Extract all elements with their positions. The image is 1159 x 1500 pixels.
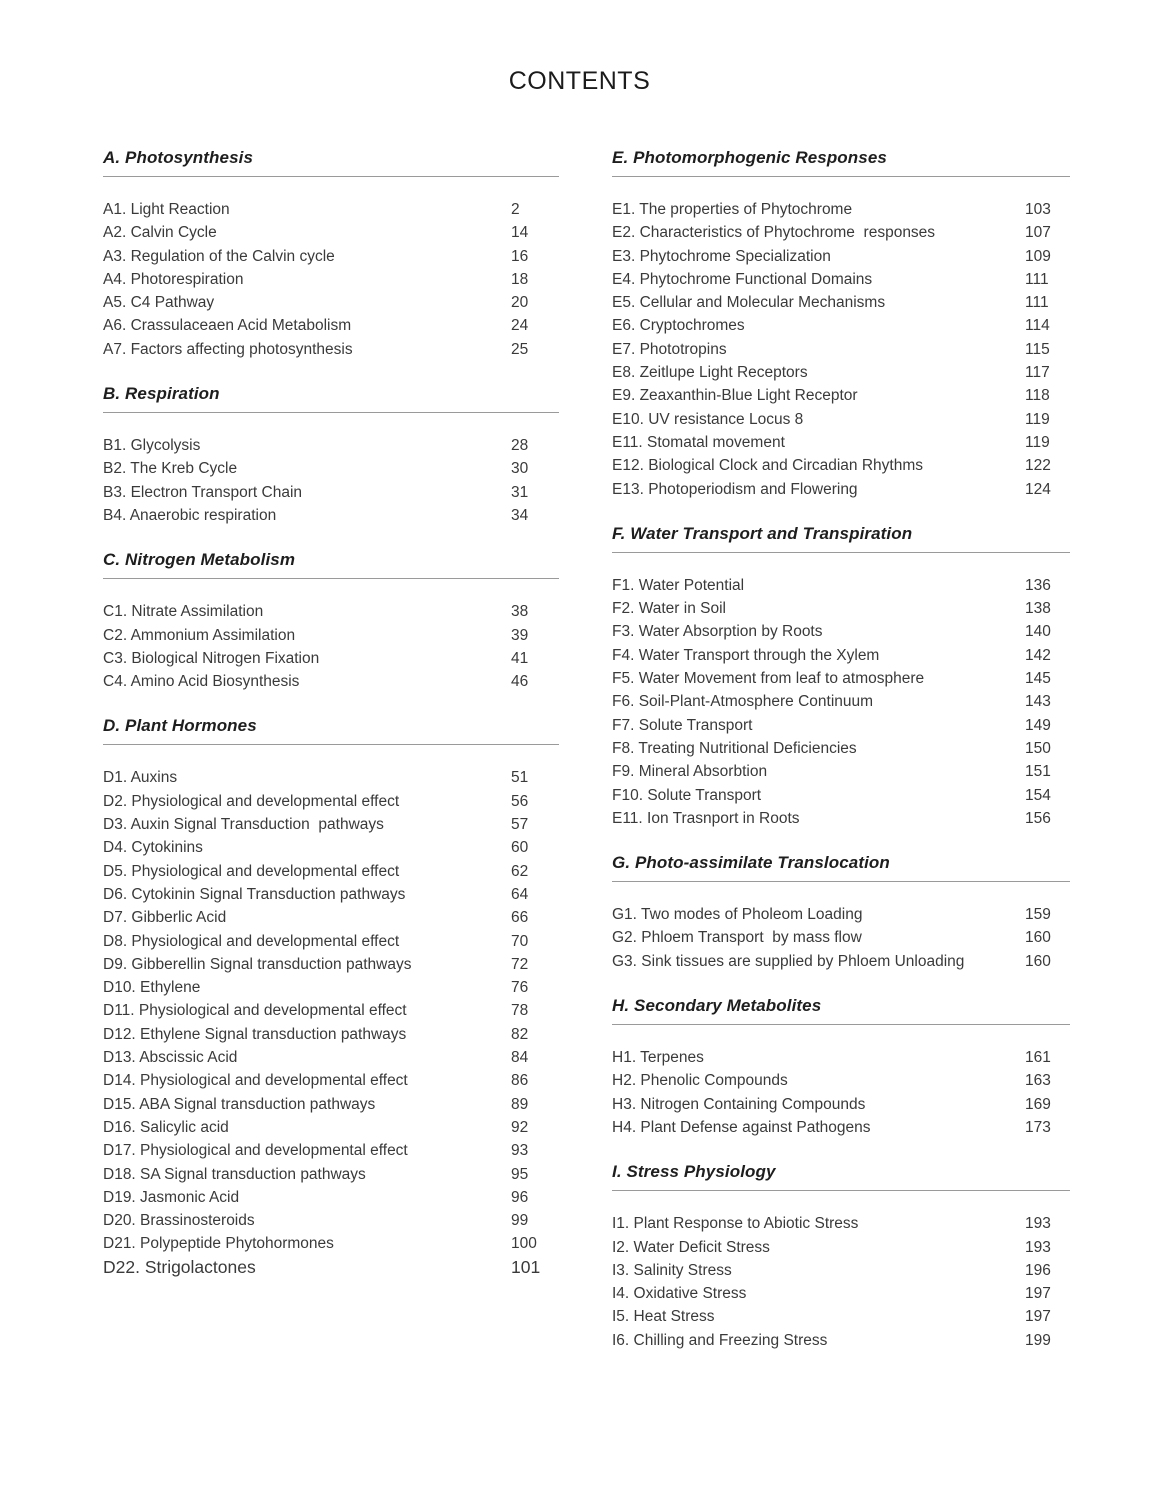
toc-entry-label: B3. Electron Transport Chain <box>103 483 303 501</box>
toc-entry-label: F2. Water in Soil <box>612 600 726 618</box>
toc-column-left <box>103 148 559 1375</box>
toc-entry-label: E12. Biological Clock and Circadian Rhythms <box>612 457 924 475</box>
section-heading: D. Plant Hormones <box>103 716 257 736</box>
toc-entry-page: 107 <box>1025 224 1051 242</box>
toc-entry-label: H2. Phenolic Compounds <box>612 1072 788 1090</box>
toc-entry-list <box>612 198 1070 501</box>
toc-entry <box>612 1116 1070 1139</box>
toc-entry <box>612 597 1070 620</box>
toc-entry-page: 24 <box>511 317 529 335</box>
toc-entry <box>612 384 1070 407</box>
toc-entry <box>103 836 559 859</box>
toc-entry <box>103 291 559 314</box>
toc-entry-label: D20. Brassinosteroids <box>103 1212 255 1230</box>
toc-entry-page: 2 <box>511 201 520 218</box>
toc-entry-page: 118 <box>1025 387 1050 405</box>
toc-entry <box>103 504 559 527</box>
toc-entry <box>612 950 1070 973</box>
toc-entry-page: 46 <box>511 673 529 691</box>
toc-entry-page: 160 <box>1025 952 1051 970</box>
toc-entry <box>103 1186 559 1209</box>
toc-entry <box>103 906 559 929</box>
toc-entry <box>103 976 559 999</box>
toc-entry-label: E9. Zeaxanthin-Blue Light Receptor <box>612 387 858 405</box>
toc-entry-page: 159 <box>1025 906 1051 924</box>
toc-entry-label: F4. Water Transport through the Xylem <box>612 646 880 664</box>
toc-entry-page: 86 <box>511 1072 529 1090</box>
toc-entry-page: 136 <box>1025 576 1051 594</box>
toc-entry-page: 38 <box>511 603 529 621</box>
toc-entry-page: 197 <box>1025 1285 1051 1303</box>
toc-entry-label: A7. Factors affecting photosynthesis <box>103 340 353 358</box>
toc-entry-list <box>612 574 1070 830</box>
toc-entry-label: E6. Cryptochromes <box>612 317 745 335</box>
toc-entry-list <box>103 766 559 1279</box>
toc-entry-page: 115 <box>1025 340 1050 358</box>
toc-entry <box>103 198 559 221</box>
toc-entry <box>103 245 559 268</box>
toc-entry <box>612 714 1070 737</box>
section-divider <box>103 744 559 745</box>
toc-entry-page: 173 <box>1025 1118 1051 1136</box>
toc-entry <box>103 1023 559 1046</box>
toc-entry <box>612 1236 1070 1259</box>
toc-entry <box>612 454 1070 477</box>
toc-entry-label: D16. Salicylic acid <box>103 1118 229 1136</box>
toc-entry <box>612 245 1070 268</box>
toc-entry-label: E11. Stomatal movement <box>612 433 785 451</box>
toc-entry-page: 39 <box>511 626 529 644</box>
toc-entry-page: 31 <box>511 483 529 501</box>
toc-entry <box>612 1305 1070 1328</box>
toc-entry <box>103 434 559 457</box>
toc-entry-label: I1. Plant Response to Abiotic Stress <box>612 1215 859 1233</box>
toc-entry <box>612 737 1070 760</box>
toc-entry-label: I3. Salinity Stress <box>612 1261 732 1279</box>
toc-entry-page: 140 <box>1025 623 1051 641</box>
toc-entry-label: D17. Physiological and developmental effect <box>103 1142 408 1160</box>
section-heading: C. Nitrogen Metabolism <box>103 550 296 570</box>
toc-entry-page: 60 <box>511 839 529 857</box>
toc-entry-label: A3. Regulation of the Calvin cycle <box>103 247 335 265</box>
toc-entry-label: H3. Nitrogen Containing Compounds <box>612 1095 866 1113</box>
toc-entry-page: 114 <box>1025 317 1050 335</box>
toc-entry-label: D14. Physiological and developmental effect <box>103 1072 408 1090</box>
toc-entry-page: 111 <box>1025 294 1049 312</box>
toc-entry-label: G2. Phloem Transport by mass flow <box>612 929 862 947</box>
toc-entry-list <box>103 434 559 527</box>
toc-entry-page: 92 <box>511 1118 529 1136</box>
toc-entry <box>612 478 1070 501</box>
section-heading: B. Respiration <box>103 384 220 404</box>
toc-entry-page: 89 <box>511 1095 529 1113</box>
section-divider <box>103 412 559 413</box>
toc-entry-label: D13. Abscissic Acid <box>103 1049 238 1067</box>
toc-entry <box>103 860 559 883</box>
toc-entry-label: H1. Terpenes <box>612 1049 704 1067</box>
toc-entry <box>612 1069 1070 1092</box>
toc-entry-page: 16 <box>511 247 529 265</box>
toc-entry-page: 142 <box>1025 646 1051 664</box>
toc-entry <box>612 314 1070 337</box>
toc-entry-label: E11. Ion Trasnport in Roots <box>612 809 800 827</box>
toc-entry <box>612 198 1070 221</box>
toc-entry-page: 197 <box>1025 1308 1051 1326</box>
section-divider <box>103 176 559 177</box>
toc-entry-page: 154 <box>1025 786 1051 804</box>
toc-entry-label: F9. Mineral Absorbtion <box>612 763 768 781</box>
toc-entry <box>103 1209 559 1232</box>
toc-entry-page: 101 <box>511 1256 541 1277</box>
toc-section-c-nitrogen-metabolism <box>103 550 559 693</box>
toc-entry-label: A4. Photorespiration <box>103 270 244 288</box>
toc-entry <box>612 620 1070 643</box>
toc-entry <box>103 883 559 906</box>
toc-entry-page: 41 <box>511 649 529 667</box>
toc-entry-label: D7. Gibberlic Acid <box>103 909 227 927</box>
toc-entry-label: E4. Phytochrome Functional Domains <box>612 270 873 288</box>
toc-entry-label: F1. Water Potential <box>612 576 745 594</box>
toc-entry-page: 30 <box>511 460 529 478</box>
toc-entry <box>103 1232 559 1255</box>
toc-section-a-photosynthesis <box>103 148 559 361</box>
toc-section-e-photomorphogenic-responses <box>612 148 1070 501</box>
toc-entry-page: 66 <box>511 909 529 927</box>
toc-entry <box>612 926 1070 949</box>
toc-entry-label: D5. Physiological and developmental effect <box>103 862 400 880</box>
toc-entry-label: A6. Crassulaceaen Acid Metabolism <box>103 317 352 335</box>
toc-entry <box>612 903 1070 926</box>
toc-entry-label: C1. Nitrate Assimilation <box>103 603 264 621</box>
toc-entry <box>103 314 559 337</box>
toc-entry <box>103 1116 559 1139</box>
toc-entry-label: I4. Oxidative Stress <box>612 1285 747 1303</box>
toc-entry <box>612 408 1070 431</box>
toc-section-b-respiration <box>103 384 559 527</box>
toc-entry-label: G1. Two modes of Pholeom Loading <box>612 906 863 924</box>
toc-entry-page: 25 <box>511 340 529 358</box>
toc-entry-page: 143 <box>1025 693 1051 711</box>
section-heading: F. Water Transport and Transpiration <box>612 523 913 543</box>
toc-entry <box>612 667 1070 690</box>
toc-entry <box>103 221 559 244</box>
toc-entry-page: 193 <box>1025 1238 1051 1256</box>
toc-entry-page: 151 <box>1025 763 1051 781</box>
toc-entry-page: 156 <box>1025 809 1051 827</box>
toc-entry-label: E3. Phytochrome Specialization <box>612 247 831 265</box>
toc-entry <box>103 1163 559 1186</box>
toc-entry-label: D2. Physiological and developmental effect <box>103 792 400 810</box>
toc-entry-label: B4. Anaerobic respiration <box>103 506 277 524</box>
toc-section-f-water-transport-and-transpiration <box>612 524 1070 830</box>
toc-entry <box>612 760 1070 783</box>
toc-entry-page: 103 <box>1025 201 1051 218</box>
toc-entry <box>103 338 559 361</box>
toc-entry-label: D6. Cytokinin Signal Transduction pathways <box>103 885 406 903</box>
toc-entry <box>103 600 559 623</box>
toc-entry <box>103 647 559 670</box>
toc-entry-label: D21. Polypeptide Phytohormones <box>103 1235 334 1253</box>
toc-entry-page: 64 <box>511 885 529 903</box>
toc-entry <box>103 766 559 789</box>
toc-entry-label: C3. Biological Nitrogen Fixation <box>103 649 320 667</box>
toc-entry-page: 14 <box>511 224 529 242</box>
toc-entry-page: 95 <box>511 1165 529 1183</box>
toc-entry-page: 76 <box>511 979 529 997</box>
toc-entry-page: 99 <box>511 1212 529 1230</box>
toc-entry-list <box>103 198 559 361</box>
toc-entry <box>103 813 559 836</box>
toc-entry-label: D10. Ethylene <box>103 979 201 997</box>
toc-section-g-photo-assimilate-translocation <box>612 853 1070 973</box>
toc-entry-label: F8. Treating Nutritional Deficiencies <box>612 739 857 757</box>
toc-entry-page: 70 <box>511 932 529 950</box>
toc-entry-page: 117 <box>1025 364 1050 382</box>
toc-entry-page: 161 <box>1025 1049 1051 1067</box>
toc-entry-label: D22. Strigolactones <box>103 1256 256 1277</box>
toc-entry-label: I2. Water Deficit Stress <box>612 1238 770 1256</box>
toc-entry <box>612 807 1070 830</box>
toc-entry-label: D8. Physiological and developmental effect <box>103 932 400 950</box>
toc-section-d-plant-hormones <box>103 716 559 1279</box>
section-heading: H. Secondary Metabolites <box>612 996 822 1016</box>
toc-entry-label: I6. Chilling and Freezing Stress <box>612 1331 828 1349</box>
toc-entry-label: H4. Plant Defense against Pathogens <box>612 1118 871 1136</box>
toc-entry-page: 149 <box>1025 716 1051 734</box>
section-divider <box>612 1190 1070 1191</box>
section-heading: I. Stress Physiology <box>612 1162 776 1182</box>
toc-entry-label: A1. Light Reaction <box>103 201 230 218</box>
toc-entry <box>103 999 559 1022</box>
toc-entry <box>103 670 559 693</box>
toc-entry-label: C2. Ammonium Assimilation <box>103 626 296 644</box>
section-divider <box>612 176 1070 177</box>
section-divider <box>612 1024 1070 1025</box>
toc-entry-label: D12. Ethylene Signal transduction pathways <box>103 1025 407 1043</box>
toc-entry <box>612 574 1070 597</box>
toc-entry-page: 62 <box>511 862 529 880</box>
toc-entry <box>612 1259 1070 1282</box>
toc-entry <box>612 1282 1070 1305</box>
section-heading: A. Photosynthesis <box>103 148 254 167</box>
toc-entry <box>103 1093 559 1116</box>
toc-entry <box>612 644 1070 667</box>
toc-entry <box>103 790 559 813</box>
toc-entry-label: I5. Heat Stress <box>612 1308 715 1326</box>
toc-entry-label: D19. Jasmonic Acid <box>103 1188 240 1206</box>
toc-entry-label: D4. Cytokinins <box>103 839 203 857</box>
toc-entry-label: F5. Water Movement from leaf to atmosphere <box>612 670 925 688</box>
toc-entry-label: D18. SA Signal transduction pathways <box>103 1165 366 1183</box>
toc-entry-label: E8. Zeitlupe Light Receptors <box>612 364 808 382</box>
toc-entry-list <box>103 600 559 693</box>
toc-entry-page: 163 <box>1025 1072 1051 1090</box>
toc-entry-page: 169 <box>1025 1095 1051 1113</box>
section-divider <box>612 552 1070 553</box>
toc-entry-page: 100 <box>511 1235 537 1253</box>
toc-entry-page: 124 <box>1025 480 1051 498</box>
toc-entry-page: 96 <box>511 1188 529 1206</box>
section-heading: E. Photomorphogenic Responses <box>612 148 887 167</box>
section-divider <box>103 578 559 579</box>
toc-entry <box>103 268 559 291</box>
page-title: CONTENTS <box>508 67 651 95</box>
toc-entry-label: B1. Glycolysis <box>103 437 201 455</box>
toc-entry-page: 51 <box>511 769 529 787</box>
toc-entry-page: 82 <box>511 1025 529 1043</box>
toc-entry <box>612 221 1070 244</box>
toc-entry-list <box>612 1046 1070 1139</box>
toc-entry <box>612 1046 1070 1069</box>
toc-entry-page: 122 <box>1025 457 1051 475</box>
toc-entry-page: 138 <box>1025 600 1051 618</box>
toc-entry-label: D11. Physiological and developmental effect <box>103 1002 407 1020</box>
toc-entry-page: 57 <box>511 816 529 834</box>
toc-entry-label: E1. The properties of Phytochrome <box>612 201 853 218</box>
toc-entry-label: A2. Calvin Cycle <box>103 224 217 242</box>
toc-entry <box>612 291 1070 314</box>
toc-entry-label: F6. Soil-Plant-Atmosphere Continuum <box>612 693 874 711</box>
toc-entry-list <box>612 903 1070 973</box>
toc-entry-label: E7. Phototropins <box>612 340 727 358</box>
toc-entry-page: 72 <box>511 955 529 973</box>
toc-entry-page: 56 <box>511 792 529 810</box>
toc-entry-page: 109 <box>1025 247 1051 265</box>
toc-entry-label: F7. Solute Transport <box>612 716 753 734</box>
toc-entry <box>103 624 559 647</box>
toc-entry <box>612 268 1070 291</box>
toc-entry-label: D9. Gibberellin Signal transduction pathways <box>103 955 412 973</box>
toc-entry-label: D1. Auxins <box>103 769 178 787</box>
toc-entry-page: 199 <box>1025 1331 1051 1349</box>
toc-column-right <box>612 148 1070 1375</box>
toc-entry-page: 78 <box>511 1002 529 1020</box>
toc-entry <box>103 481 559 504</box>
toc-entry-label: G3. Sink tissues are supplied by Phloem Unloading <box>612 952 965 970</box>
toc-entry-label: E2. Characteristics of Phytochrome responses <box>612 224 936 242</box>
toc-entry-page: 145 <box>1025 670 1051 688</box>
toc-entry-page: 111 <box>1025 270 1049 288</box>
toc-entry <box>612 338 1070 361</box>
toc-entry-label: D15. ABA Signal transduction pathways <box>103 1095 376 1113</box>
toc-entry-label: F10. Solute Transport <box>612 786 762 804</box>
section-divider <box>612 881 1070 882</box>
toc-entry <box>103 1046 559 1069</box>
toc-entry-label: B2. The Kreb Cycle <box>103 460 238 478</box>
toc-entry <box>612 431 1070 454</box>
section-heading: G. Photo-assimilate Translocation <box>612 853 890 873</box>
toc-entry <box>612 784 1070 807</box>
toc-entry-page: 119 <box>1025 433 1050 451</box>
toc-entry-page: 150 <box>1025 739 1051 757</box>
toc-entry-label: E13. Photoperiodism and Flowering <box>612 480 858 498</box>
toc-entry-label: E10. UV resistance Locus 8 <box>612 410 804 428</box>
toc-entry <box>612 1093 1070 1116</box>
toc-entry <box>612 361 1070 384</box>
toc-entry-page: 20 <box>511 294 529 312</box>
toc-entry-label: C4. Amino Acid Biosynthesis <box>103 673 300 691</box>
toc-entry <box>103 1139 559 1162</box>
toc-columns <box>103 148 1159 1375</box>
toc-entry <box>103 457 559 480</box>
toc-entry-page: 196 <box>1025 1261 1051 1279</box>
toc-entry-page: 160 <box>1025 929 1051 947</box>
toc-entry-page: 28 <box>511 437 529 455</box>
toc-entry <box>612 1212 1070 1235</box>
toc-entry <box>103 953 559 976</box>
toc-entry <box>612 690 1070 713</box>
toc-entry-label: D3. Auxin Signal Transduction pathways <box>103 816 384 834</box>
toc-entry-label: F3. Water Absorption by Roots <box>612 623 823 641</box>
toc-entry <box>103 930 559 953</box>
toc-entry-label: E5. Cellular and Molecular Mechanisms <box>612 294 886 312</box>
toc-entry-label: A5. C4 Pathway <box>103 294 215 312</box>
toc-section-i-stress-physiology <box>612 1162 1070 1352</box>
toc-entry-page: 93 <box>511 1142 529 1160</box>
toc-entry-page: 119 <box>1025 410 1050 428</box>
toc-entry-list <box>612 1212 1070 1352</box>
toc-entry-page: 18 <box>511 270 529 288</box>
toc-entry <box>103 1069 559 1092</box>
toc-entry-page: 84 <box>511 1049 529 1067</box>
toc-entry <box>103 1256 559 1279</box>
toc-entry-page: 193 <box>1025 1215 1051 1233</box>
toc-section-h-secondary-metabolites <box>612 996 1070 1139</box>
toc-entry <box>612 1329 1070 1352</box>
toc-entry-page: 34 <box>511 506 529 524</box>
